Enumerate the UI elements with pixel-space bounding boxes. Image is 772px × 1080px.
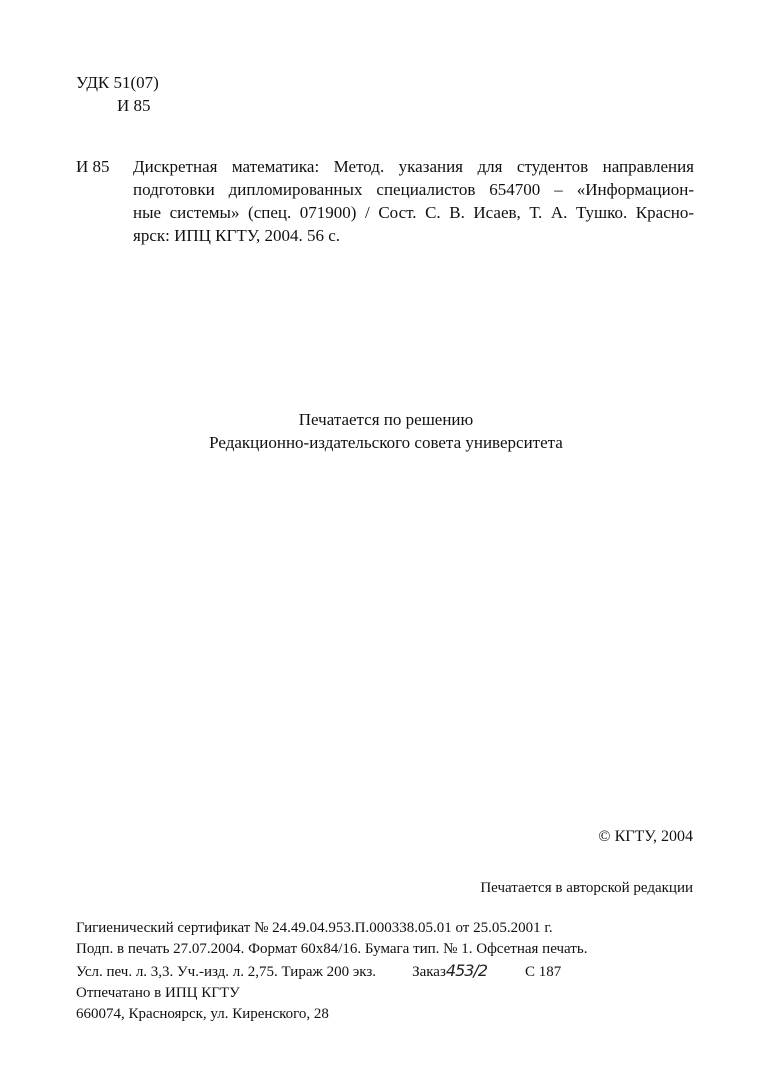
print-code: С 187 xyxy=(525,964,562,980)
sheets-and-order xyxy=(76,960,587,983)
order-info xyxy=(412,960,487,983)
entry-line: Дискретная математика: Метод. указания для студентов направления xyxy=(133,157,694,176)
entry-author-mark: И 85 xyxy=(76,157,110,176)
hygiene-certificate: Гигиенический сертификат № 24.49.04.953.П.000338.05.01 от 25.05.2001 г. xyxy=(76,920,553,936)
entry-line: ярск: ИПЦ КГТУ, 2004. 56 с. xyxy=(133,226,341,245)
imprint-block xyxy=(76,918,587,1025)
sheets-info: Усл. печ. л. 3,3. Уч.-изд. л. 2,75. Тираж 200 экз. xyxy=(76,964,377,980)
entry-line: подготовки дипломированных специалистов 654700 – «Информацион- xyxy=(133,180,694,199)
entry-text xyxy=(133,155,694,247)
order-number-handwritten: 453/2 xyxy=(445,961,487,980)
decision-line-2: Редакционно-издательского совета университета xyxy=(209,433,563,452)
bibliographic-entry xyxy=(76,155,694,247)
order-label: Заказ xyxy=(412,964,446,980)
decision-line-1: Печатается по решению xyxy=(298,410,474,429)
copyright-notice: © КГТУ, 2004 xyxy=(598,828,693,845)
author-edition-note: Печатается в авторской редакции xyxy=(480,880,693,896)
printed-at: Отпечатано в ИПЦ КГТУ xyxy=(76,985,240,1001)
printer-address: 660074, Красноярск, ул. Киренского, 28 xyxy=(76,1006,329,1022)
udk-code: УДК 51(07) xyxy=(76,73,159,92)
entry-line: ные системы» (спец. 071900) / Сост. С. В. Исаев, Т. А. Тушко. Красно- xyxy=(133,203,694,222)
author-mark: И 85 xyxy=(117,96,151,115)
udk-block xyxy=(76,71,159,117)
publication-decision xyxy=(0,408,772,454)
print-info: Подп. в печать 27.07.2004. Формат 60х84/16. Бумага тип. № 1. Офсетная печать. xyxy=(76,941,588,957)
